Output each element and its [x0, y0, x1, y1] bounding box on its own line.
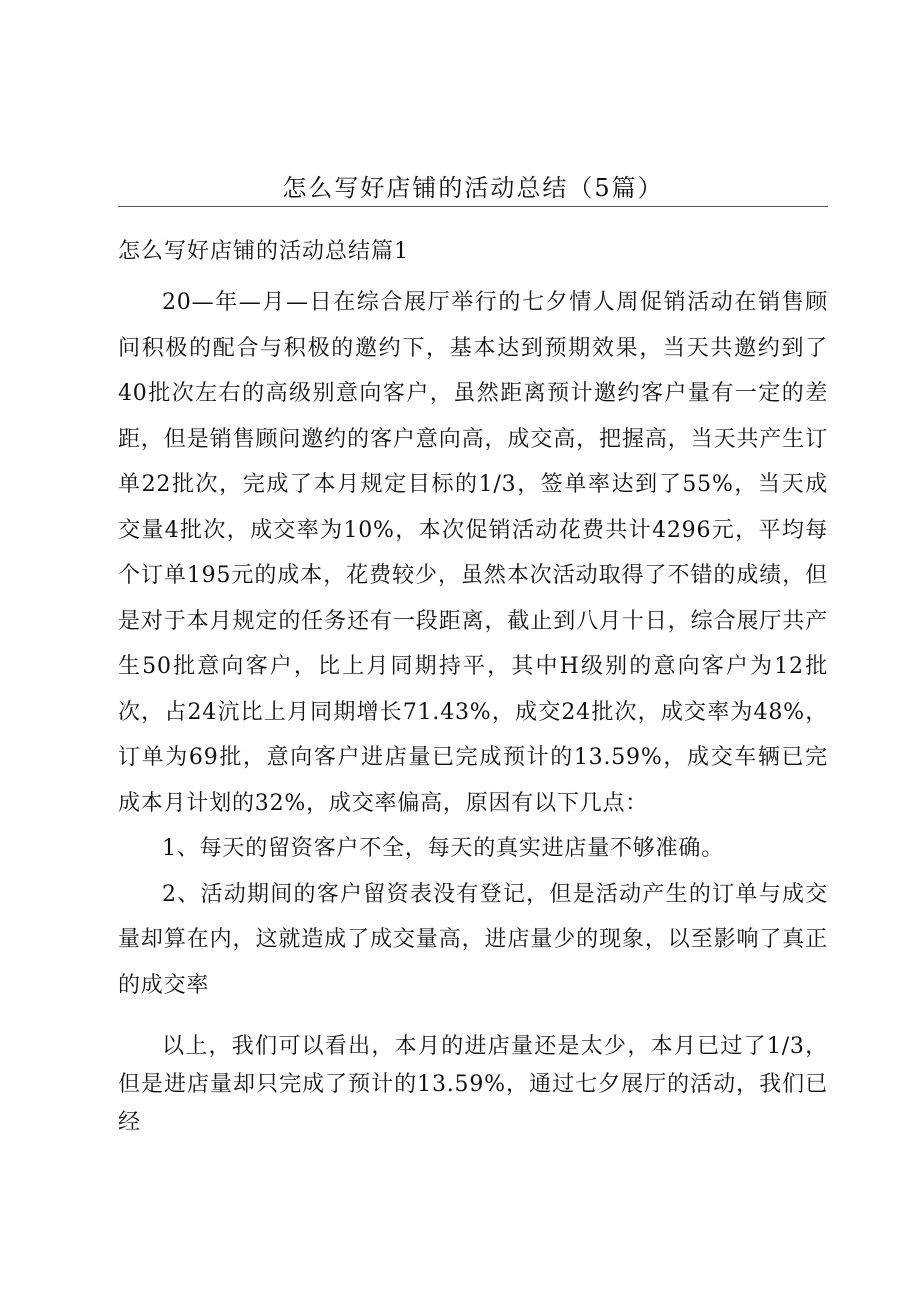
title-divider	[118, 206, 828, 207]
list-item: 1、每天的留资客户不全，每天的真实进店量不够准确。	[162, 836, 724, 861]
body-paragraph: 20—年—月—日在综合展厅举行的七夕情人周促销活动在销售顾问积极的配合与积极的邀约下，基本达到预期效果，当天共邀约到了40批次左右的高级别意向客户，虽然距离预计邀约客户量有一定的差距，但是销售顾问邀约的客户意向高，成交高，把握高，当天共产生订单22批次，完成了本月规定目标的1/3，签单率达到了55%，当天成交量4批次，成交率为10%，本次促销活动花费共计4296元，平均每个订单195元的成本，花费较少，虽然本次活动取得了不错的成绩，但是对于本月规定的任务还有一段距离，截止到八月十日，综合展厅共产生50批意向客户，比上月同期持平，其中H级别的意向客户为12批次，占24沆比上月同期增长71.43%，成交24批次，成交率为48%，订单为69批，意向客户进店量已完成预计的13.59%，成交车辆已完成本月计划的32%，成交率偏高，原因有以下几点：	[118, 290, 828, 816]
section-heading: 怎么写好店铺的活动总结篇1	[118, 239, 409, 264]
document-body	[118, 280, 828, 1142]
list-item: 2、活动期间的客户留资表没有登记，但是活动产生的订单与成交量却算在内，这就造成了成交量高，进店量少的现象，以至影响了真正的成交率	[118, 881, 828, 998]
body-paragraph: 以上，我们可以看出，本月的进店量还是太少，本月已过了1/3，但是进店量却只完成了预计的13.59%，通过七夕展厅的活动，我们已经	[118, 1034, 828, 1135]
document-title: 怎么写好店铺的活动总结（5篇）	[282, 174, 664, 202]
